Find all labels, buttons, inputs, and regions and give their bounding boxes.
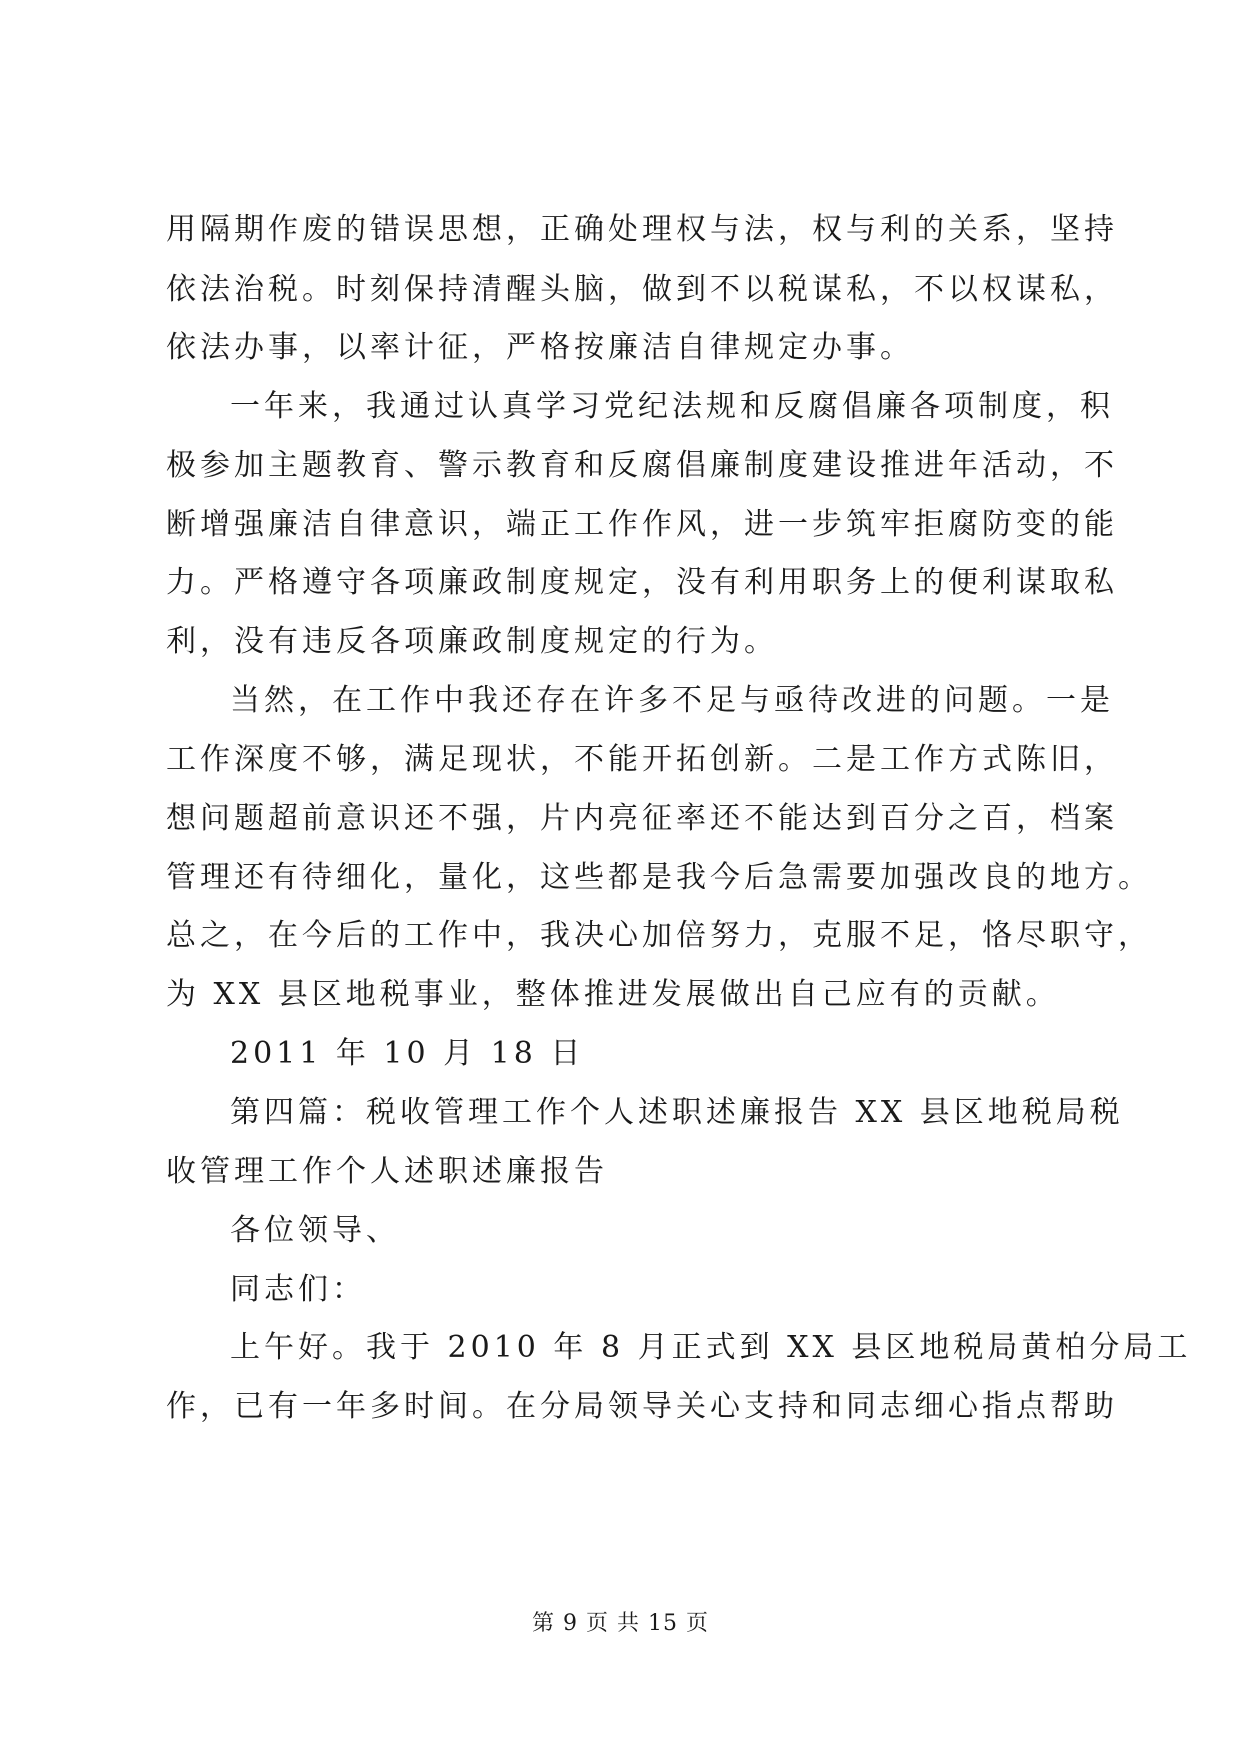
text-line: 当然，在工作中我还存在许多不足与亟待改进的问题。一是 bbox=[230, 683, 1114, 718]
page-number-footer: 第 9 页 共 15 页 bbox=[532, 1611, 709, 1636]
text-line: 管理还有待细化，量化，这些都是我今后急需要加强改良的地方。 bbox=[166, 860, 1152, 895]
text-line: 断增强廉洁自律意识，端正工作作风，进一步筑牢拒腐防变的能 bbox=[166, 507, 1118, 542]
text-line: 上午好。我于 2010 年 8 月正式到 XX 县区地税局黄柏分局工 bbox=[230, 1330, 1192, 1365]
text-line: 一年来，我通过认真学习党纪法规和反腐倡廉各项制度，积 bbox=[230, 389, 1114, 424]
text-line: 工作深度不够，满足现状，不能开拓创新。二是工作方式陈旧， bbox=[166, 742, 1118, 777]
section-title-line: 第四篇：税收管理工作个人述职述廉报告 XX 县区地税局税 bbox=[230, 1095, 1124, 1130]
text-line: 利，没有违反各项廉政制度规定的行为。 bbox=[166, 624, 778, 659]
section-title-line: 收管理工作个人述职述廉报告 bbox=[166, 1154, 608, 1189]
text-line: 想问题超前意识还不强，片内亮征率还不能达到百分之百，档案 bbox=[166, 801, 1118, 836]
text-line: 依法治税。时刻保持清醒头脑，做到不以税谋私，不以权谋私， bbox=[166, 272, 1118, 307]
salutation-line: 同志们： bbox=[230, 1272, 366, 1307]
text-line: 为 XX 县区地税事业，整体推进发展做出自己应有的贡献。 bbox=[166, 977, 1060, 1012]
text-line: 总之，在今后的工作中，我决心加倍努力，克服不足，恪尽职守， bbox=[166, 918, 1152, 953]
salutation-line: 各位领导、 bbox=[230, 1213, 400, 1248]
text-line: 用隔期作废的错误思想，正确处理权与法，权与利的关系，坚持 bbox=[166, 212, 1118, 247]
date-line: 2011 年 10 月 18 日 bbox=[230, 1036, 585, 1071]
text-line: 极参加主题教育、警示教育和反腐倡廉制度建设推进年活动，不 bbox=[166, 448, 1118, 483]
text-line: 依法办事，以率计征，严格按廉洁自律规定办事。 bbox=[166, 330, 914, 365]
text-line: 作，已有一年多时间。在分局领导关心支持和同志细心指点帮助 bbox=[166, 1389, 1118, 1424]
text-line: 力。严格遵守各项廉政制度规定，没有利用职务上的便利谋取私 bbox=[166, 565, 1118, 600]
